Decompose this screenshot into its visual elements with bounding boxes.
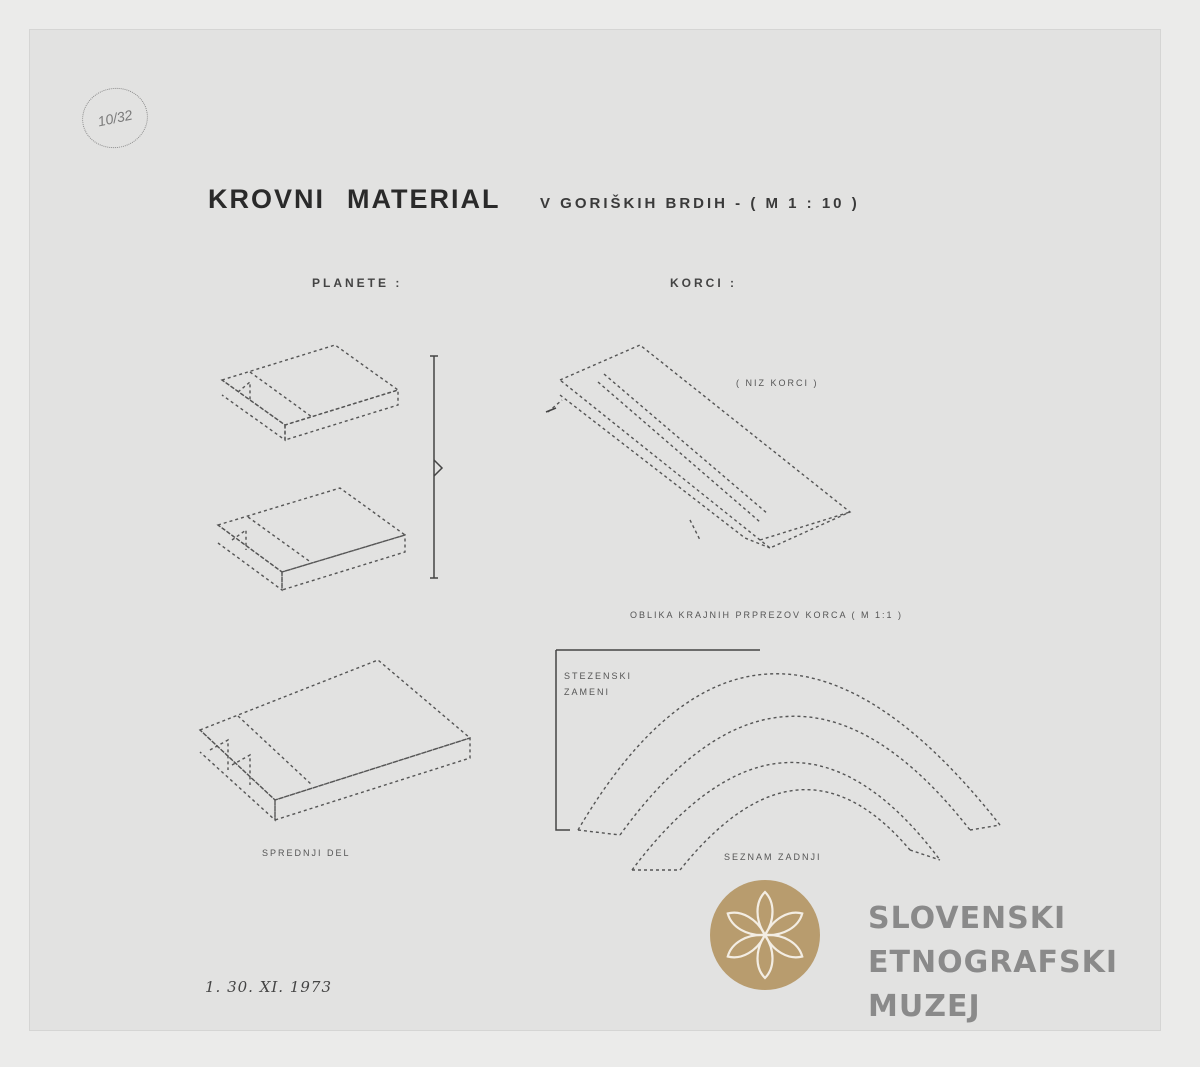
museum-name-line3: MUZEJ xyxy=(868,989,981,1024)
museum-name-line2: ETNOGRAFSKI xyxy=(868,945,1119,980)
title-word-material: MATERIAL xyxy=(347,184,501,214)
korec-cross-section-arcs xyxy=(578,674,1000,870)
dimension-line-korec xyxy=(556,650,760,830)
planeta-tile-1 xyxy=(222,345,398,440)
drawing-subtitle: V GORIŠKIH BRDIH - ( M 1 : 10 ) xyxy=(540,195,860,212)
stack-label: STEZENSKI ZAMENI xyxy=(564,671,633,697)
left-caption: SPREDNJI DEL xyxy=(262,848,351,858)
flower-icon xyxy=(710,880,820,990)
museum-name-line1: SLOVENSKI xyxy=(868,901,1067,936)
right-caption: SEZNAM ZADNJI xyxy=(724,852,822,862)
museum-logo xyxy=(710,880,820,990)
korec-tile xyxy=(548,345,850,548)
section-label-planete: PLANETE : xyxy=(312,276,403,290)
title-word-krovni: KROVNI xyxy=(208,184,326,214)
museum-name xyxy=(868,897,1118,1029)
stamp-number: 10/32 xyxy=(96,106,134,130)
korci-type-label: ( NIZ KORCI ) xyxy=(736,378,819,388)
signature: 1. 30. XI. 1973 xyxy=(205,978,333,996)
cross-section-title: OBLIKA KRAJNIH PRPREZOV KORCA ( M 1:1 ) xyxy=(630,610,904,620)
planeta-tile-2 xyxy=(218,488,405,590)
section-label-korci: KORCI : xyxy=(670,276,737,290)
planeta-tile-3 xyxy=(200,660,470,820)
